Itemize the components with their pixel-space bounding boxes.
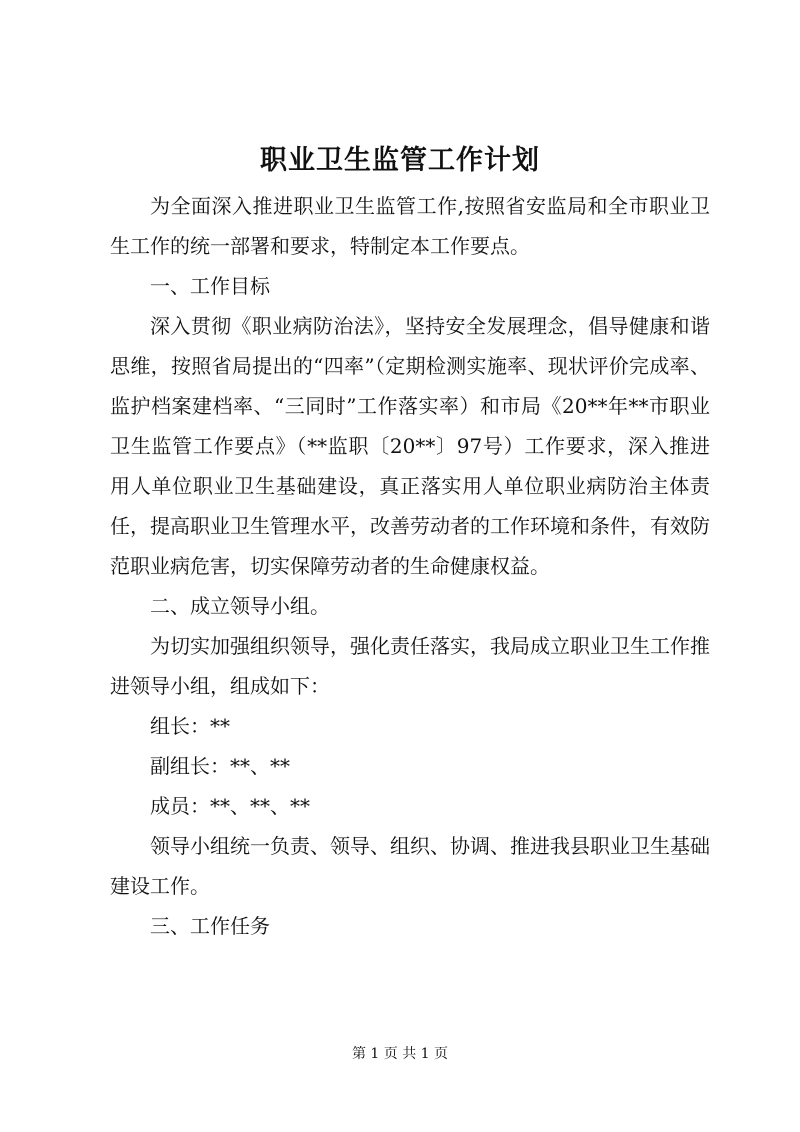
document-title: 职业卫生监管工作计划	[260, 145, 540, 176]
responsibility-paragraph: 领导小组统一负责、领导、组织、协调、推进我县职业卫生基础建设工作。	[110, 834, 710, 898]
deputy-leader-line: 副组长：**、**	[150, 754, 290, 778]
section-heading-tasks: 三、工作任务	[150, 914, 270, 938]
section-heading-goals: 一、工作目标	[150, 274, 270, 298]
members-line: 成员：**、**、**	[150, 794, 310, 818]
section-heading-leadership: 二、成立领导小组。	[150, 594, 330, 618]
document-body	[110, 186, 710, 946]
intro-paragraph: 为全面深入推进职业卫生监管工作,按照省安监局和全市职业卫生工作的统一部署和要求，特制定本工作要点。	[110, 194, 710, 258]
goals-paragraph: 深入贯彻《职业病防治法》，坚持安全发展理念，倡导健康和谐思维，按照省局提出的“四率”（定期检测实施率、现状评价完成率、监护档案建档率、“三同时”工作落实率）和市局《20**年**市职业卫生监管工作要点》（**监职〔20**〕97号）工作要求，深入推进用人单位职业卫生基础建设，真正落实用人单位职业病防治主体责任，提高职业卫生管理水平，改善劳动者的工作环境和条件，有效防范职业病危害，切实保障劳动者的生命健康权益。	[110, 314, 710, 578]
leadership-paragraph: 为切实加强组织领导，强化责任落实，我局成立职业卫生工作推进领导小组，组成如下：	[110, 634, 710, 698]
group-leader-line: 组长：**	[150, 714, 230, 738]
page-number-footer: 第 1 页 共 1 页	[351, 1046, 449, 1062]
